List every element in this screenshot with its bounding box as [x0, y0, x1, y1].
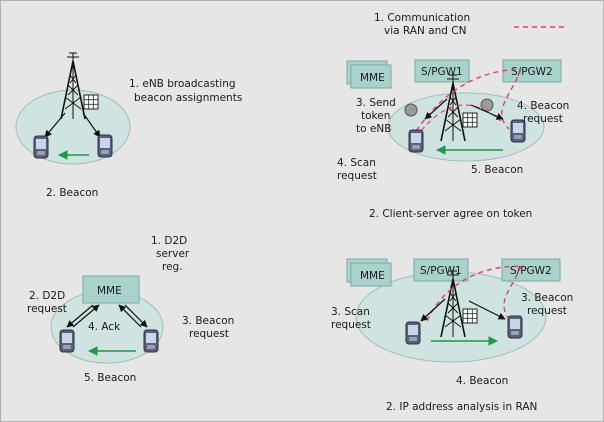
step2-label: 2. Beacon [46, 187, 99, 199]
step1-label: beacon assignments [134, 92, 243, 104]
step3-label: to eNB [356, 123, 392, 135]
legend-label: via RAN and CN [384, 25, 467, 37]
step3-label: request [331, 319, 371, 331]
server-node-icon [405, 104, 417, 116]
step1-label: server [156, 248, 190, 260]
phone-icon [98, 135, 112, 157]
quadrant-ip-analysis [331, 259, 573, 413]
step4-label: request [337, 170, 377, 182]
step4-label: 4. Beacon [517, 100, 570, 112]
phone-icon [144, 330, 158, 352]
step3-label: 3. Beacon [521, 292, 574, 304]
caption: 2. IP address analysis in RAN [386, 401, 538, 413]
spgw1-label: S/PGW1 [421, 66, 463, 78]
legend-label: 1. Communication [374, 12, 471, 24]
step1-label: 1. D2D [151, 235, 188, 247]
phone-icon [406, 322, 420, 344]
phone-icon [508, 316, 522, 338]
step4-label: request [523, 113, 563, 125]
step1-label: reg. [162, 261, 183, 273]
spgw2-label: S/PGW2 [510, 265, 552, 277]
phone-icon [60, 330, 74, 352]
mme-label: MME [360, 72, 385, 84]
step4-label: 4. Scan [337, 157, 376, 169]
step5-label: 5. Beacon [471, 164, 524, 176]
quadrant-d2d-server [27, 235, 234, 384]
step1-label: 1. eNB broadcasting [129, 78, 236, 90]
spgw1-label: S/PGW1 [420, 265, 462, 277]
step3-label: 3. Beacon [182, 315, 235, 327]
step3-label: 3. Scan [331, 306, 370, 318]
mme-label: MME [97, 285, 122, 297]
step2-label: request [27, 303, 67, 315]
phone-icon [409, 130, 423, 152]
enb-grid-icon [463, 309, 477, 323]
quadrant-client-server-token [337, 12, 569, 220]
step3-label: request [527, 305, 567, 317]
phone-icon [34, 136, 48, 158]
step5-label: 5. Beacon [84, 372, 137, 384]
step3-label: 3. Send [356, 97, 396, 109]
step4-label: 4. Beacon [456, 375, 509, 387]
step4-label: 4. Ack [88, 321, 121, 333]
caption: 2. Client-server agree on token [369, 208, 533, 220]
step3-label: request [189, 328, 229, 340]
quadrant-eNB-broadcast [16, 53, 242, 199]
enb-grid-icon [84, 95, 98, 109]
server-node-icon [481, 99, 493, 111]
mme-label: MME [360, 270, 385, 282]
diagram-svg [1, 1, 603, 421]
spgw2-label: S/PGW2 [511, 66, 553, 78]
enb-grid-icon [463, 113, 477, 127]
step3-label: token [361, 110, 391, 122]
step2-label: 2. D2D [29, 290, 66, 302]
